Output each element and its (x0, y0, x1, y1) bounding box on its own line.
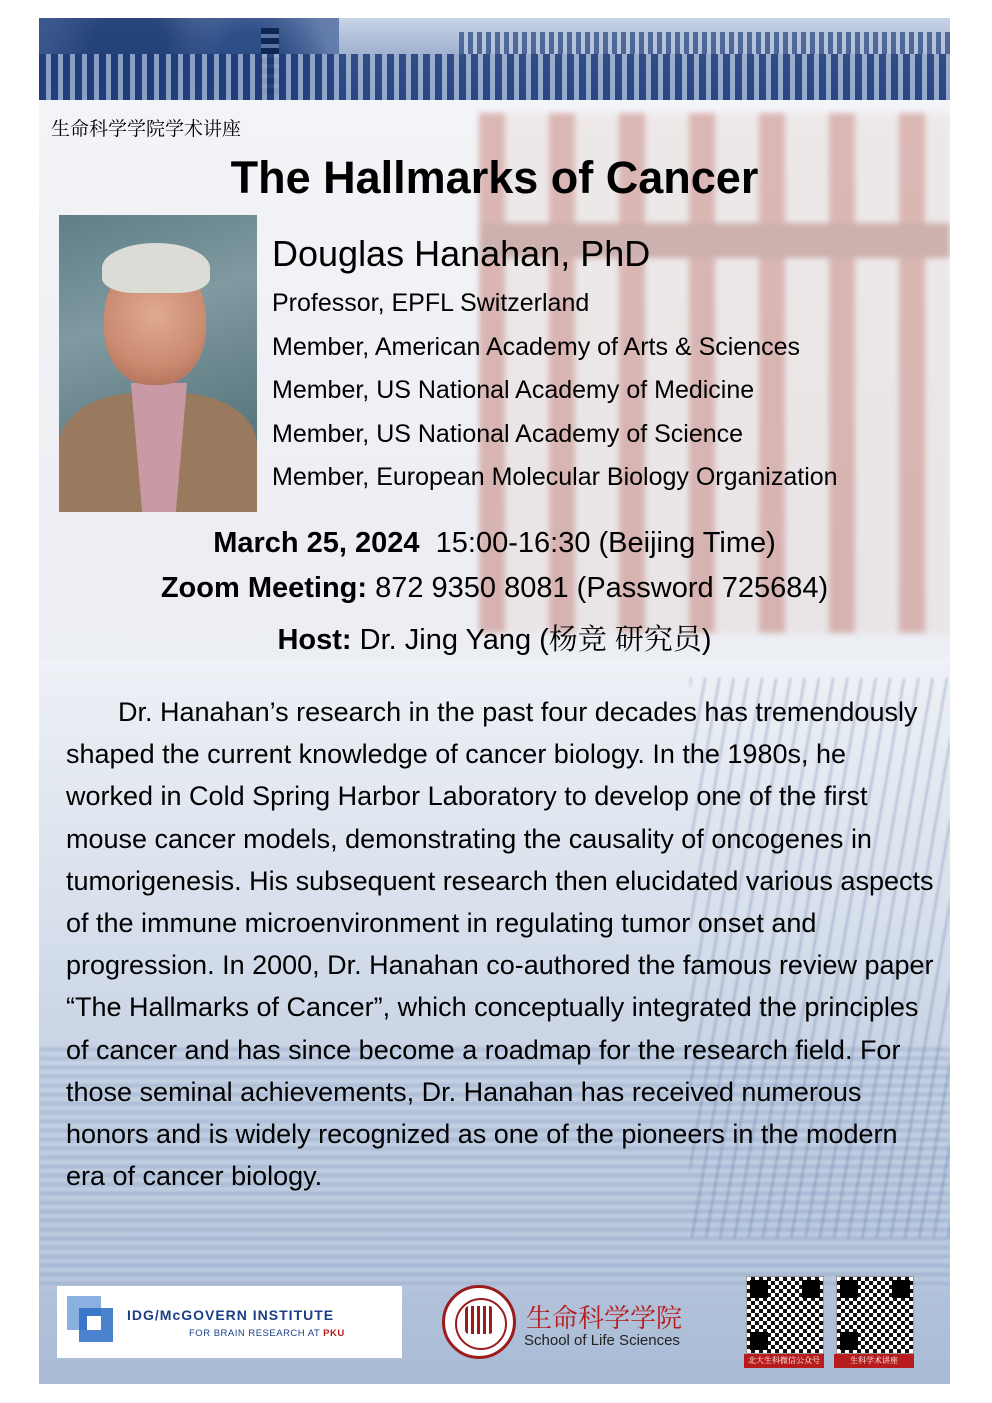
poster (39, 18, 950, 1384)
qr-caption: 北大生科微信公众号 (744, 1354, 824, 1368)
logo-square-icon (87, 1316, 101, 1330)
banner-roof-tiles (39, 54, 950, 100)
event-datetime (39, 527, 950, 560)
photo-hair (102, 243, 210, 293)
seal-center (465, 1306, 493, 1334)
event-time: 15:00-16:30 (Beijing Time) (435, 527, 776, 559)
credential-item: Member, European Molecular Biology Organization (272, 463, 838, 491)
header-banner (39, 18, 950, 100)
qr-caption: 生科学术讲座 (834, 1354, 914, 1368)
speaker-credentials (272, 282, 838, 500)
credential-item: Professor, EPFL Switzerland (272, 289, 590, 317)
page-title: The Hallmarks of Cancer (230, 152, 759, 203)
pku-seal-icon (442, 1285, 516, 1359)
qr-code-icon (836, 1276, 914, 1354)
credential-item: Member, American Academy of Arts & Sciences (272, 332, 801, 361)
institute-name: IDG/McGOVERN INSTITUTE (127, 1307, 335, 1323)
zoom-label: Zoom Meeting: (160, 572, 368, 604)
credential-item: Member, US National Academy of Medicine (272, 376, 755, 404)
bio-paragraph: Dr. Hanahan’s research in the past four decades has tremendously shaped the current knowledge of cancer biology. In the 1980s, he worked in Cold Spring Harbor Laboratory to develop one of the first mouse cancer models, demonstrating the causality of oncogenes in tumorigenesis. His subsequent research then elucidated various aspects of the immune microenvironment in regulating tumor onset and progression. In 2000, Dr. Hanahan co-authored the famous review paper “The Hallmarks of Cancer”, which conceptually integrated the principles of cancer and has since become a roadmap for the research field. For those seminal achievements, Dr. Hanahan has received numerous honors and is widely recognized as one of the pioneers in the modern era of cancer biology. (66, 697, 934, 1192)
host-value: Dr. Jing Yang (杨竞 研究员) (359, 624, 712, 656)
speaker-photo (59, 215, 257, 512)
school-name-cn: 生命科学学院 (526, 1304, 683, 1334)
zoom-value: 872 9350 8081 (Password 725684) (375, 572, 829, 604)
host-label: Host: (277, 624, 352, 656)
event-date: March 25, 2024 (213, 527, 420, 559)
zoom-meeting (39, 572, 950, 605)
idg-mcgovern-logo (57, 1286, 402, 1358)
series-label: 生命科学学院学术讲座 (51, 118, 242, 140)
credential-item: Member, US National Academy of Science (272, 419, 744, 448)
school-name-en: School of Life Sciences (524, 1332, 680, 1349)
banner-roof-back (459, 32, 950, 54)
speaker-name: Douglas Hanahan, PhD (272, 233, 651, 274)
speaker-bio (66, 691, 936, 1197)
qr-code-icon (746, 1276, 824, 1354)
host (39, 617, 950, 658)
institute-subtitle: FOR BRAIN RESEARCH AT PKU (189, 1328, 345, 1339)
